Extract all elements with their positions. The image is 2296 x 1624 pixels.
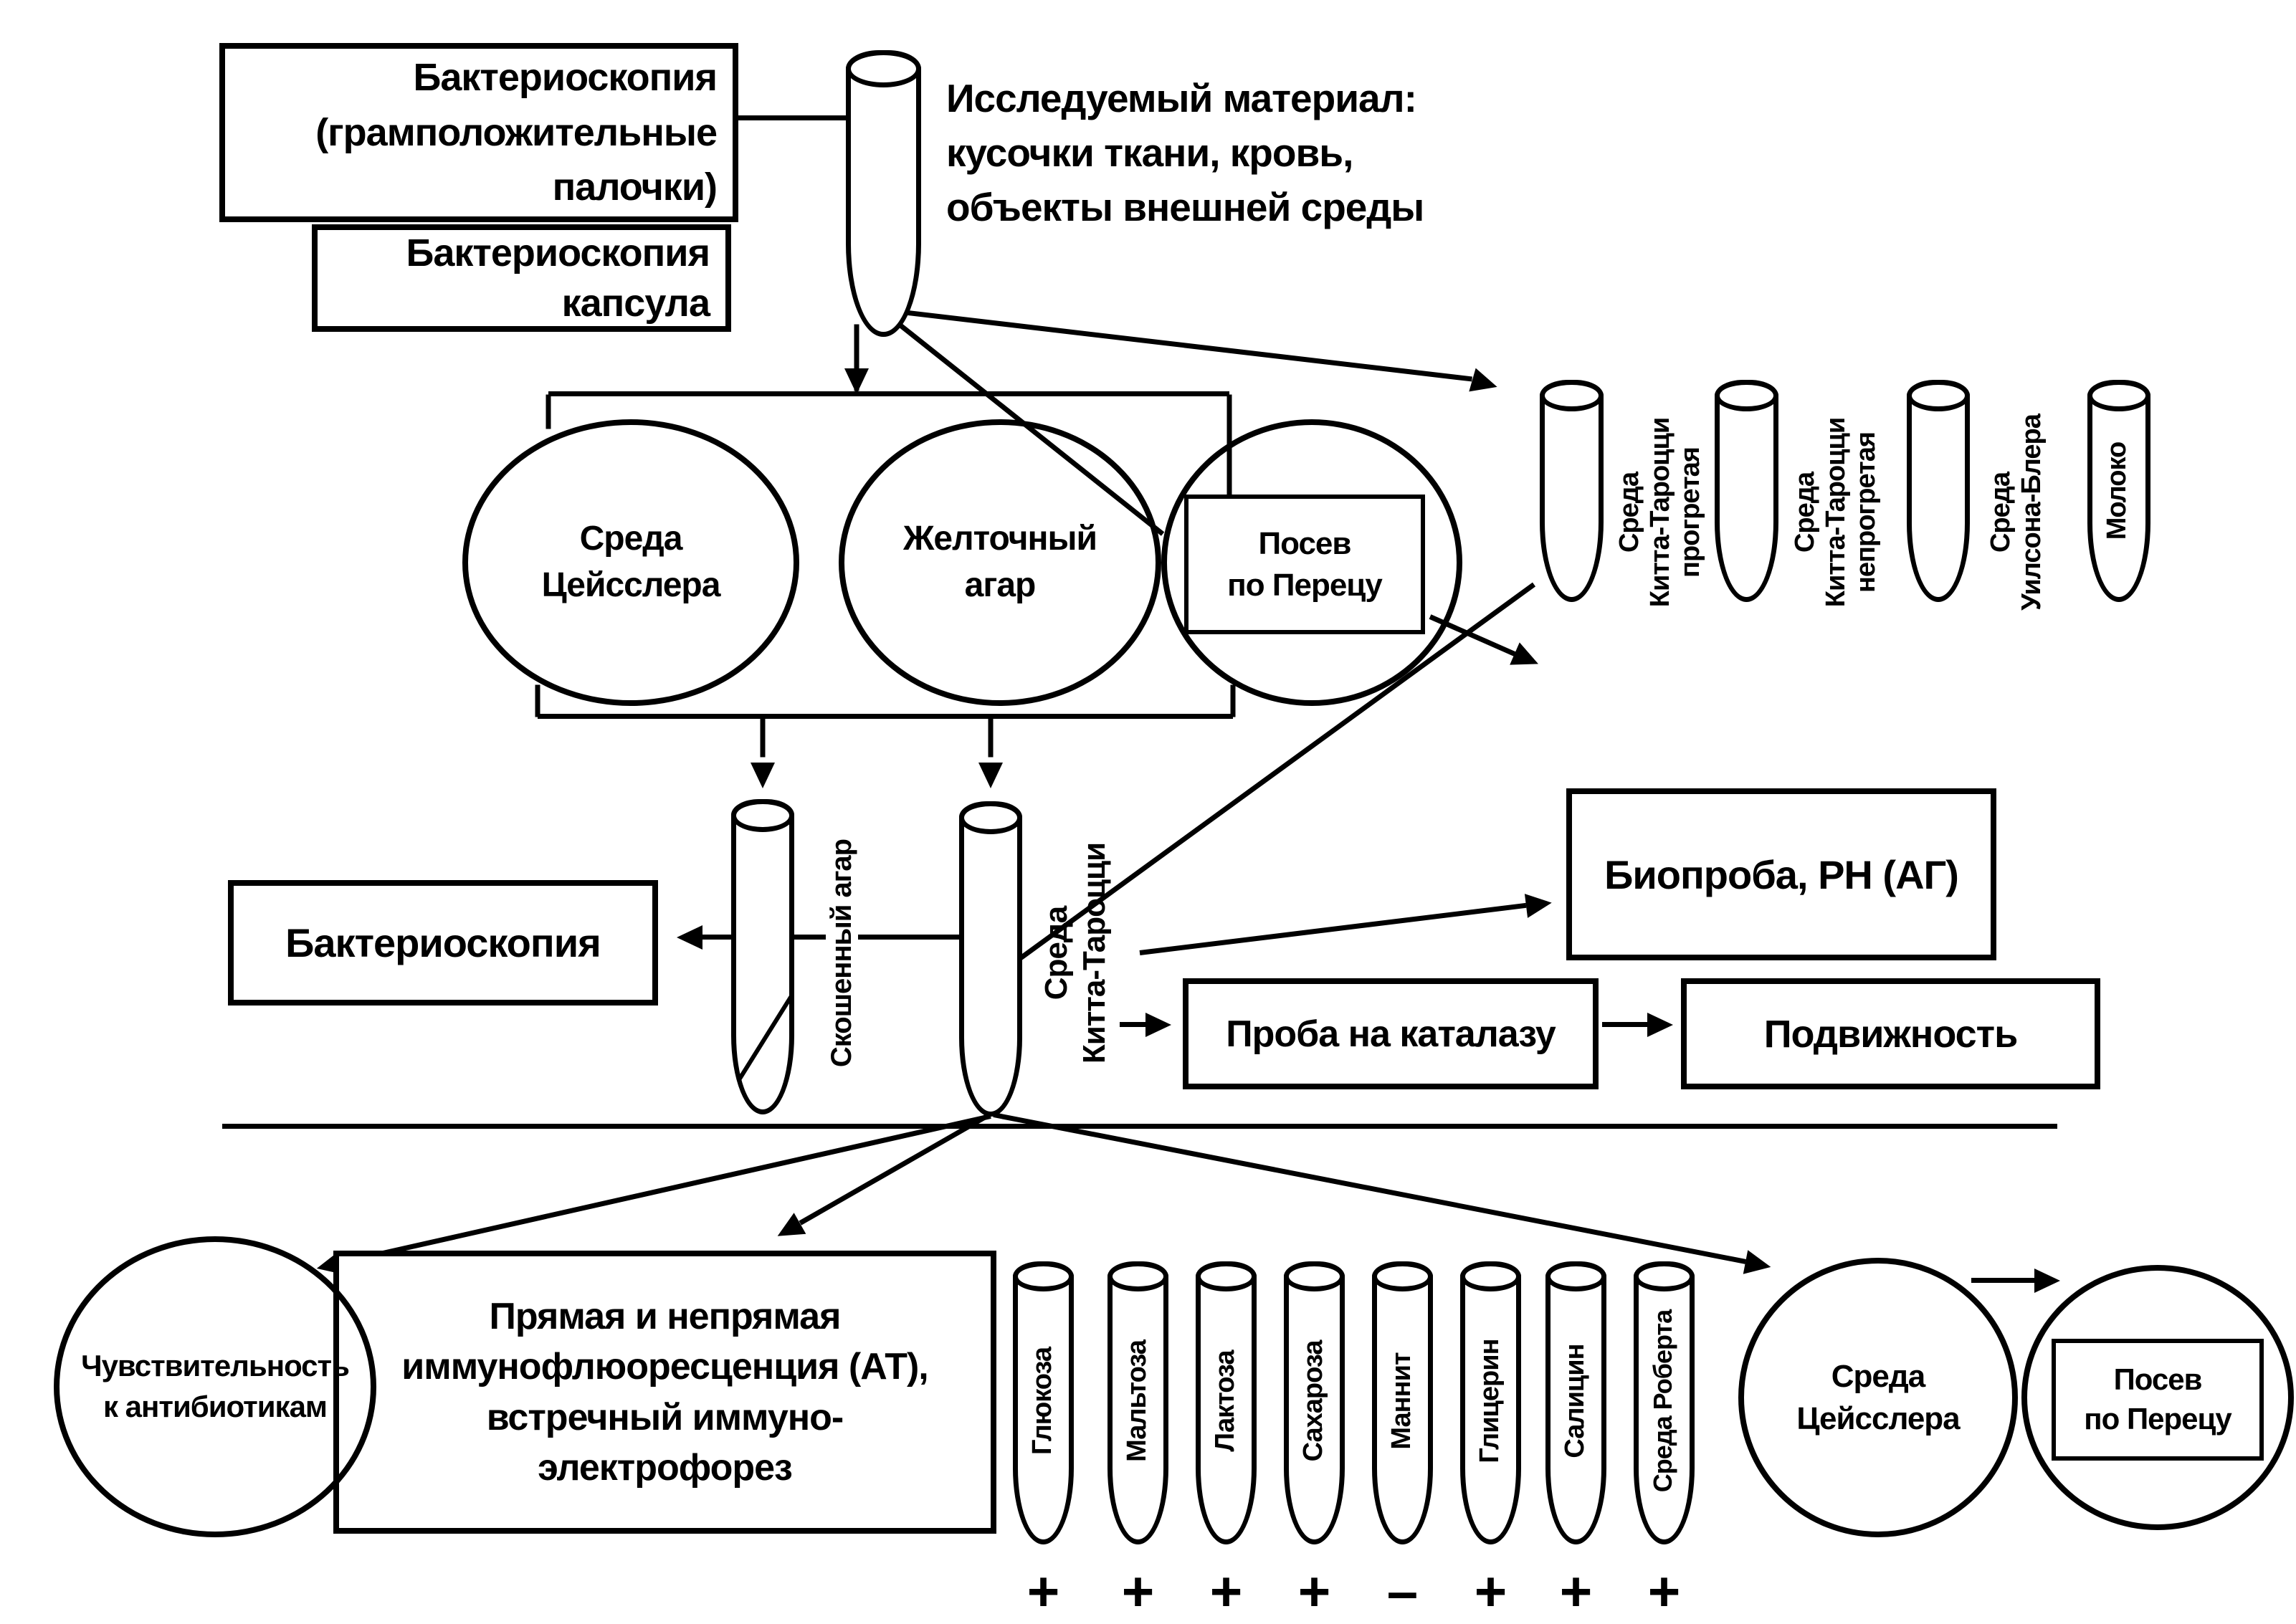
- box-bacterioscopy-capsule: [312, 224, 731, 332]
- arrow-posev-to-bioprobe-head: [1510, 642, 1543, 675]
- label-mannitol: Маннит: [1386, 1352, 1416, 1450]
- result-mannitol: –: [1386, 1559, 1419, 1623]
- box-catalase-label: Проба на каталазу: [1226, 1013, 1556, 1055]
- box-bacterioscopy-mid-label: Бактериоскопия: [285, 920, 601, 965]
- tube-kitt-unheated-mouth: [1715, 380, 1778, 411]
- label-sucrose: Сахароза: [1298, 1340, 1328, 1462]
- section-divider: [222, 1124, 2057, 1129]
- arrow-kitt-to-bioprobe-line: [1140, 903, 1527, 955]
- tube-kitt-heated-mouth: [1540, 380, 1604, 411]
- arrow-kitt-to-bioprobe-head: [1525, 891, 1553, 918]
- tube-kitt-unheated: [1715, 380, 1778, 602]
- box-bacterioscopy-capsule-label: Бактериоскопия капсула: [406, 231, 710, 325]
- tube-material-mouth: [846, 50, 921, 87]
- box-immuno: [333, 1251, 996, 1534]
- circle-zeissler-top: [462, 419, 799, 706]
- box-bioprobe: [1566, 788, 1996, 960]
- label-maltose: Мальтоза: [1122, 1340, 1152, 1462]
- arrow-kitt-to-catalase-head: [1145, 1013, 1171, 1037]
- label-robert-medium: Среда Роберта: [1648, 1309, 1677, 1493]
- arrow-tubes-to-bacterioscopy-head: [677, 925, 702, 950]
- label-kitt-heated: Среда Китта-Тароцци прогретая: [1614, 417, 1706, 608]
- tube-wilson-blair-mouth: [1907, 380, 1970, 411]
- label-wilson-blair: Среда Уилсона-Блера: [1986, 414, 2047, 611]
- arrow-bracket-to-slant-tube-line: [761, 717, 766, 758]
- result-sucrose: +: [1297, 1559, 1331, 1623]
- bracket-top-left-end: [546, 395, 551, 429]
- circle-zeissler-bottom: [1738, 1258, 2018, 1537]
- label-lactose: Лактоза: [1210, 1350, 1240, 1452]
- arrow-material-down-head: [844, 368, 869, 394]
- box-posev-bottom-label: Посев по Перецу: [2084, 1362, 2231, 1436]
- circle-antibiotics-label: Чувствительность к антибиотикам: [81, 1349, 349, 1423]
- circle-zeissler-bottom-label: Среда Цейсслера: [1796, 1358, 1960, 1436]
- tube-kitt-tarozzi-mid-mouth: [959, 801, 1022, 834]
- arrow-bracket-to-slant-tube-head: [751, 763, 775, 788]
- arrow-zeissler-to-posev-bottom-line: [1971, 1278, 2034, 1283]
- label-material: Исследуемый материал: кусочки ткани, кровь, объекты внешней среды: [946, 76, 1424, 229]
- arrow-kitt-to-antibiotics-line: [341, 1114, 991, 1265]
- connector-bacterioscopy-to-material: [738, 115, 846, 120]
- arrow-material-to-right-tubes-line: [902, 310, 1472, 381]
- arrow-kitt-to-immuno-line: [799, 1112, 990, 1225]
- bracket-top: [548, 391, 1229, 396]
- bracket-bottom: [538, 714, 1233, 719]
- circle-antibiotics: [54, 1236, 376, 1537]
- tube-material: [846, 50, 921, 337]
- arrow-kitt-to-zeissler-bottom-head: [1743, 1250, 1773, 1279]
- box-immuno-label: Прямая и непрямая иммунофлюоресценция (АТ), встречный иммуно- электрофорез: [401, 1296, 928, 1489]
- box-bioprobe-label: Биопроба, РН (АГ): [1604, 851, 1958, 897]
- box-bacterioscopy-mid: [228, 880, 658, 1006]
- result-robert-medium: +: [1647, 1559, 1681, 1623]
- result-salicin: +: [1559, 1559, 1593, 1623]
- label-glucose: Глюкоза: [1027, 1347, 1057, 1455]
- bracket-bottom-left-end: [535, 685, 540, 717]
- label-glycerin: Глицерин: [1475, 1339, 1505, 1463]
- label-salicin: Салицин: [1560, 1344, 1590, 1458]
- arrow-zeissler-to-posev-bottom-head: [2034, 1269, 2060, 1293]
- tube-kitt-tarozzi-mid: [959, 801, 1022, 1117]
- bracket-bottom-right-end: [1231, 685, 1236, 717]
- label-kitt-tarozzi-mid: Среда Китта-Тароцци: [1039, 842, 1112, 1064]
- arrow-bracket-to-kitt-tube-line: [989, 717, 994, 758]
- box-posev-top: [1184, 495, 1425, 634]
- result-lactose: +: [1209, 1559, 1243, 1623]
- tube-slant-agar: [731, 799, 794, 1114]
- box-posev-top-label: Посев по Перецу: [1227, 526, 1382, 603]
- arrow-bracket-to-kitt-tube-head: [978, 763, 1003, 788]
- box-motility: [1681, 978, 2100, 1089]
- circle-yolk-agar: [839, 419, 1161, 706]
- result-glucose: +: [1026, 1559, 1060, 1623]
- box-bacterioscopy-gram-label: Бактериоскопия (грамположительные палочки): [315, 55, 717, 209]
- label-kitt-unheated: Среда Китта-Тароцци непрогретая: [1790, 417, 1882, 608]
- circle-yolk-agar-label: Желточный агар: [903, 520, 1097, 604]
- arrow-kitt-to-zeissler-bottom-line: [993, 1112, 1746, 1264]
- arrow-catalase-to-motility-line: [1602, 1022, 1647, 1027]
- label-slant-agar: Скошенный агар: [826, 817, 858, 1089]
- box-bacterioscopy-gram: [219, 43, 738, 222]
- label-milk: Молоко: [2102, 441, 2132, 540]
- box-motility-label: Подвижность: [1763, 1012, 2018, 1056]
- arrow-kitt-to-immuno-head: [771, 1213, 806, 1246]
- result-glycerin: +: [1474, 1559, 1507, 1623]
- tube-slant-agar-mouth: [731, 799, 794, 832]
- arrow-catalase-to-motility-head: [1647, 1013, 1673, 1037]
- circle-zeissler-top-label: Среда Цейсслера: [541, 520, 720, 604]
- arrow-kitt-to-catalase-line: [1120, 1022, 1148, 1027]
- tube-kitt-heated: [1540, 380, 1604, 602]
- box-posev-bottom: [2052, 1339, 2264, 1461]
- arrow-material-to-right-tubes-head: [1469, 368, 1500, 399]
- result-maltose: +: [1121, 1559, 1155, 1623]
- box-catalase: [1183, 978, 1599, 1089]
- tube-wilson-blair: [1907, 380, 1970, 602]
